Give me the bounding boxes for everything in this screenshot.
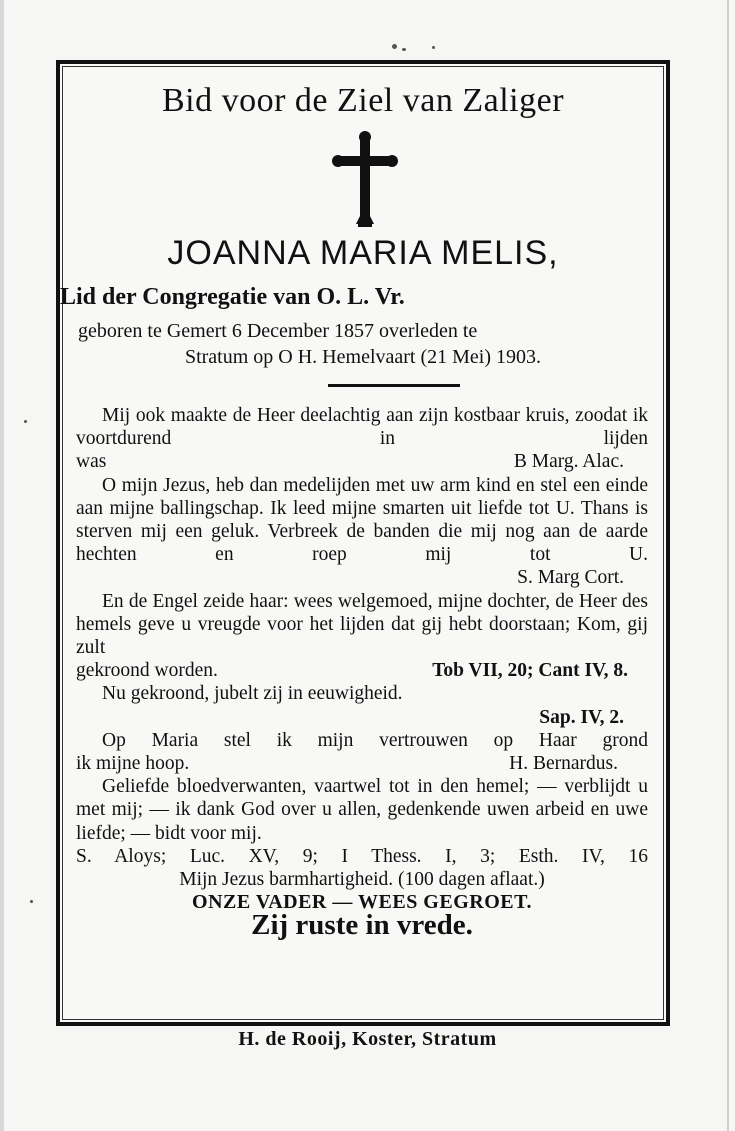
quote-attribution: H. Bernardus.	[509, 753, 618, 775]
latin-cross-icon	[332, 130, 398, 230]
quote-paragraph: Op Maria stel ik mijn vertrouwen op Haar grond	[102, 729, 648, 751]
quote-attribution: Sap. IV, 2.	[539, 706, 624, 728]
birth-line: geboren te Gemert 6 December 1857 overleden te	[78, 320, 478, 342]
death-line: Stratum op O H. Hemelvaart (21 Mei) 1903.	[184, 346, 542, 368]
ink-speck	[24, 420, 27, 423]
divider-rule	[328, 384, 460, 387]
quote-attribution: B Marg. Alac.	[513, 451, 624, 473]
quote-paragraph-end	[76, 450, 648, 473]
quote-paragraph: Geliefde bloedverwanten, vaartwel tot in den hemel; — verblijdt u met mij; — ik dank God over u allen, gedenkende uwen arbeid en uwe	[76, 776, 648, 821]
quote-paragraph: Nu gekroond, jubelt zij in eeuwigheid.	[102, 683, 403, 705]
quote-paragraph: En de Engel zeide haar: wees welgemoed, mijne dochter, de Heer des hemels geve u vreugde voor het lijden dat gij hebt doorstaan; Kom, gij zult	[76, 590, 648, 659]
birth-death-text	[78, 318, 648, 370]
quote-paragraph: Mij ook maakte de Heer deelachtig aan zijn kostbaar kruis, zoodat ik voortdurend in lijden	[76, 405, 648, 450]
ink-speck	[402, 48, 406, 51]
closing-line: Zij ruste in vrede.	[251, 909, 473, 942]
quote-attribution: S. Marg Cort.	[517, 567, 624, 589]
quote-paragraph-end	[76, 659, 648, 682]
quote-tail: ik mijne hoop.	[76, 753, 190, 775]
prayer-text	[76, 404, 648, 942]
quote-attribution: Tob VII, 20; Cant IV, 8.	[432, 660, 628, 682]
ink-speck	[30, 900, 33, 903]
ink-speck	[432, 46, 435, 49]
quote-tail: gekroond worden.	[76, 660, 218, 682]
quote-paragraph-end	[76, 752, 648, 775]
congregation-line: Lid der Congregatie van O. L. Vr.	[60, 284, 405, 310]
references-line: S. Aloys; Luc. XV, 9; I Thess. I, 3; Esth. IV, 16	[76, 845, 648, 867]
quote-tail: was	[76, 451, 107, 473]
printer-credit: H. de Rooij, Koster, Stratum	[238, 1028, 497, 1050]
ink-speck	[392, 44, 397, 49]
indulgence-line: Mijn Jezus barmhartigheid. (100 dagen aflaat.)	[179, 869, 545, 891]
quote-tail: liefde; — bidt voor mij.	[76, 822, 262, 844]
card-header: Bid voor de Ziel van Zaliger	[161, 82, 565, 119]
prayers-line: ONZE VADER — WEES GEGROET.	[192, 891, 532, 914]
mourning-border	[56, 60, 670, 1026]
quote-paragraph: O mijn Jezus, heb dan medelijden met uw arm kind en stel een einde aan mijne ballingschap. Ik leed mijne smarten uit liefde tot U. Thans is sterven mij een geluk. Verbreek de banden die mij nog aan de aarde hechten en roep mij tot U.	[76, 474, 648, 566]
deceased-name: JOANNA MARIA MELIS,	[167, 234, 559, 272]
